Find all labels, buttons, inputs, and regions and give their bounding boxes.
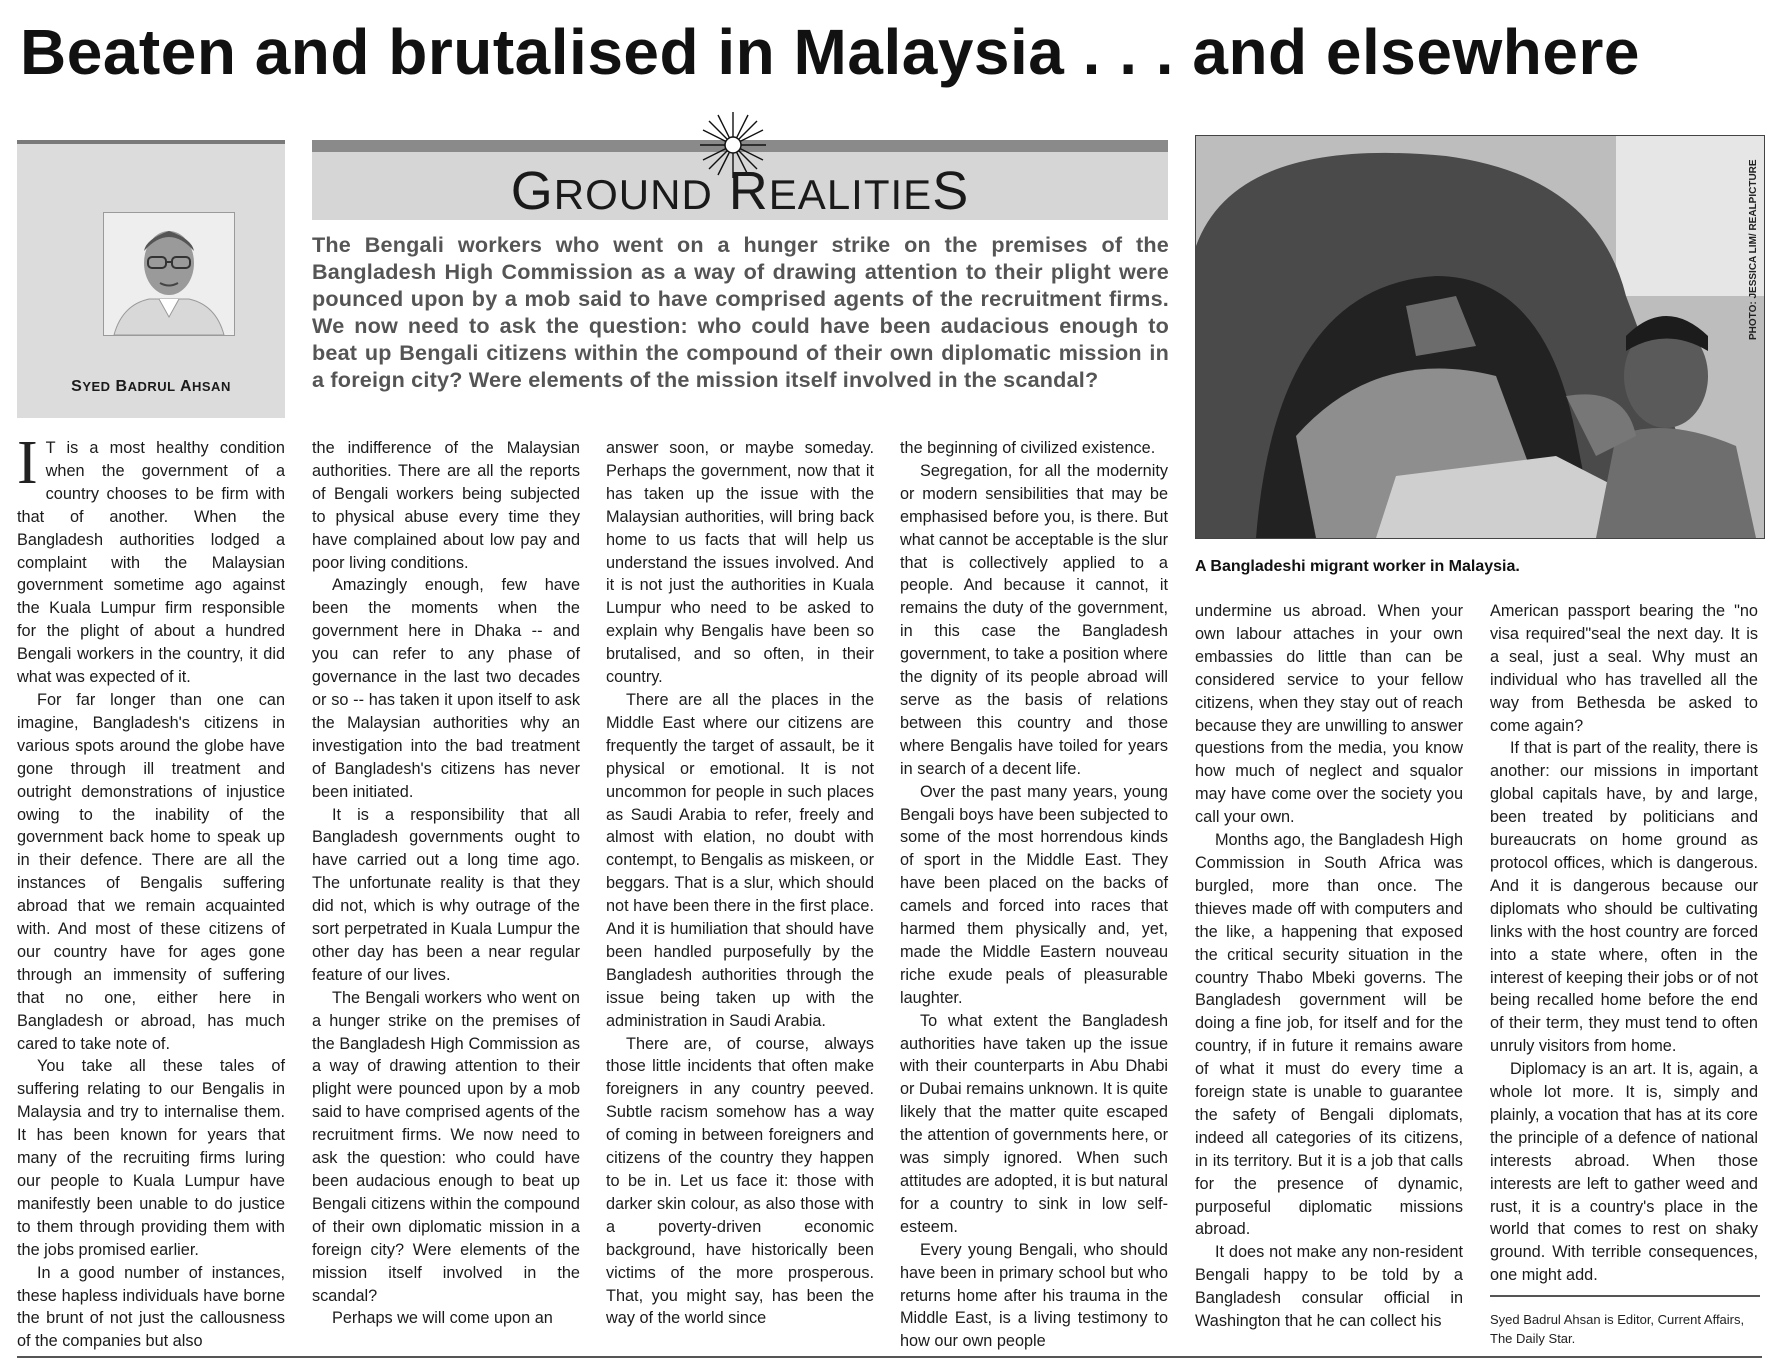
paragraph: answer soon, or maybe someday. Perhaps the government, now that it has taken up the issue with the Malaysian authorities, will bring back home to us facts that will help us understand the issues involved. And it is not just the authorities in Kuala Lumpur who need to be asked to explain why Bengalis have been so brutalised, and so often, in their country. xyxy=(606,439,874,687)
paragraph: the beginning of civilized existence. xyxy=(900,439,1156,457)
author-name: SYED BADRUL AHSAN xyxy=(71,378,231,395)
deck: The Bengali workers who went on a hunger strike on the premises of the Bangladesh High Commission as a way of drawing attention to their plight were pounced upon by a mob said to have comprised agents of the recruitment firms. We now need to ask the question: who could have been audacious enough to beat up Bengali citizens within the compound of their own diplomatic mission in a foreign city? Were elements of the mission itself involved in the scandal? xyxy=(312,232,1169,392)
photo-credit: PHOTO: JESSICA LIM/ REALPICTURE xyxy=(1748,159,1759,340)
paragraph: To what extent the Bangladesh authorities have taken up the issue with their counterparts in Abu Dhabi or Dubai remains unknown. It is quite likely that the matter quite escaped the attention of governments here, or was simply ignored. When such attitudes are adopted, it is but natural for a country to sink in low self-esteem. xyxy=(900,1011,1168,1236)
body-column-5 xyxy=(1195,600,1463,1333)
body-column-1 xyxy=(17,429,285,1353)
paragraph: It does not make any non-resident Bengali happy to be told by a Bangladesh consular official in Washington that he can collect his xyxy=(1195,1243,1463,1331)
paragraph: Diplomacy is an art. It is, again, a whole lot more. It is, simply and plainly, a vocation that has at its core the principle of a defence of national interests abroad. When those interests are left to gather weed and rust, it is a country's place in the world that comes to rest on shaky ground. With terrible consequences, one might add. xyxy=(1490,1060,1758,1285)
paragraph: There are all the places in the Middle East where our citizens are frequently the target of assault, be it physical or emotional. It is not uncommon for people in such places as Saudi Arabia to refer, freely and almost with elation, no doubt with contempt, to Bengalis as miskeen, or beggars. That is a slur, which should not have been there in the first place. And it is humiliation that should have been handled purposefully by the Bangladesh authorities through the issue being taken up with the administration in Saudi Arabia. xyxy=(606,690,874,1030)
paragraph: The Bengali workers who went on a hunger strike on the premises of the Bangladesh High Commission as a way of drawing attention to their plight were pounced upon by a mob said to have comprised agents of the recruitment firms. We now need to ask the question: who could have been audacious enough to beat up Bengali citizens within the compound of their own diplomatic mission in a foreign city? Were elements of the mission itself involved in the scandal? xyxy=(312,988,580,1305)
paragraph: American passport bearing the "no visa required"seal the next day. It is a seal, just a seal. Why must an individual who has travelled all the way from Bethesda be asked to come again? xyxy=(1490,602,1758,735)
photo-caption: A Bangladeshi migrant worker in Malaysia. xyxy=(1195,558,1520,575)
paragraph: If that is part of the reality, there is another: our missions in important global capitals have, by and large, been treated by politicians and bureaucrats on home ground as protocol offices, which is dangerous. And it is dangerous because our diplomats who should be cultivating links with the host country are forced into a state where, often in the interest of keeping their jobs or of not being recalled home before the end of their term, they must tend to often unruly visitors from home. xyxy=(1490,739,1758,1056)
paragraph: You take all these tales of suffering relating to our Bengalis in Malaysia and try to internalise them. It has been known for years that many of the recruiting firms luring our people to Kuala Lumpur have manifestly been unable to do justice to them through providing them with the jobs promised earlier. xyxy=(17,1057,285,1259)
paragraph: It is a responsibility that all Bangladesh governments ought to have carried out a long time ago. The unfortunate reality is that they did not, which is why outrage of the sort perpetrated in Kuala Lumpur the other day has been a near regular feature of our lives. xyxy=(312,805,580,984)
paragraph: Over the past many years, young Bengali boys have been subjected to some of the most horrendous kinds of sport in the Middle East. They have been placed on the backs of camels and forced into races that harmed them physically and, yet, made the Middle Eastern nouveau riche exude peals of pleasurable laughter. xyxy=(900,782,1168,1007)
paragraph: Months ago, the Bangladesh High Commission in South Africa was burgled, more than once. The thieves made off with computers and the like, a happening that exposed the critical security situation in the country Thabo Mbeki governs. The Bangladesh government will be doing a fine job, for itself and for the country, if in future it remains aware of what it must do every time a foreign state is unable to guarantee the safety of Bengali diplomats, indeed all categories of its citizens, in its territory. But it is a job that calls for the presence of dynamic, purposeful diplomatic missions abroad. xyxy=(1195,831,1463,1239)
paragraph: There are, of course, always those little incidents that often make foreigners in any country peeved. Subtle racism somehow has a way of coming in between foreigners and citizens of the country they happen to be in. Let us face it: those with darker skin colour, as also those with a poverty-driven economic background, have historically been victims of the more prosperous. That, you might say, has been the way of the world since xyxy=(606,1034,874,1328)
paragraph: Amazingly enough, few have been the moments when the government here in Dhaka -- and you can refer to any phase of governance in the last two decades or so -- has taken it upon itself to ask the Malaysian authorities why an investigation into the bad treatment of Bangladesh's citizens has never been initiated. xyxy=(312,576,580,801)
paragraph: Every young Bengali, who should have been in primary school but who returns home after his trauma in the Middle East, is a living testimony to how our own people xyxy=(900,1240,1168,1351)
body-column-2 xyxy=(312,437,580,1330)
paragraph: Perhaps we will come upon an xyxy=(332,1309,553,1328)
photo xyxy=(1195,135,1765,539)
paragraph: undermine us abroad. When your own labour attaches in your own embassies do little than can be considered service to your fellow citizens, when they stay out of reach because they are unwilling to answer questions from the media, you know how much of neglect and squalor may have come over the society you call your own. xyxy=(1195,602,1463,827)
paragraph: In a good number of instances, these hapless individuals have borne the brunt of not just the callousness of the companies but also xyxy=(17,1263,285,1351)
paragraph: the indifference of the Malaysian authorities. There are all the reports of Bengali workers being subjected to physical abuse every time they have complained about low pay and poor living conditions. xyxy=(312,439,580,572)
divider xyxy=(1490,1295,1760,1297)
body-column-4 xyxy=(900,437,1168,1353)
paragraph: I T is a most healthy condition when the government of a country chooses to be firm with that of another. When the Bangladesh authorities lodged a complaint with the Malaysian government sometime ago against the Kuala Lumpur firm responsible for the plight of about a hundred Bengali workers in the country, it did what was expected of it. xyxy=(17,429,285,687)
headline: Beaten and brutalised in Malaysia . . . and elsewhere xyxy=(20,16,1640,88)
body-column-3 xyxy=(606,437,874,1330)
author-bio: Syed Badrul Ahsan is Editor, Current Affairs, The Daily Star. xyxy=(1490,1312,1745,1346)
author-box xyxy=(17,140,285,418)
paragraph: For far longer than one can imagine, Bangladesh's citizens in various spots around the globe have gone through ill treatment and outright demonstrations of injustice owing to the inability of the government back home to speak up in their defence. There are all the instances of Bengalis suffering abroad that we remain acquainted with. And most of these citizens of our country have for ages gone through an immensity of suffering that no one, either here in Bangladesh or abroad, has much cared to take note of. xyxy=(17,690,285,1053)
author-photo xyxy=(103,212,235,336)
divider xyxy=(17,1356,1762,1358)
column-title: GROUND REALITIES xyxy=(510,161,970,221)
body-column-6 xyxy=(1490,600,1758,1287)
drop-cap: I xyxy=(17,429,38,497)
paragraph: Segregation, for all the modernity or modern sensibilities that may be emphasised before you, is there. But what cannot be acceptable is the slur that is collectively applied to a people. And because it cannot, it remains the duty of the government, in this case the Bangladesh government, to take a position where the dignity of its people abroad will serve as the basis of relations between this country and those where Bengalis have toiled for years in search of a decent life. xyxy=(900,461,1168,778)
